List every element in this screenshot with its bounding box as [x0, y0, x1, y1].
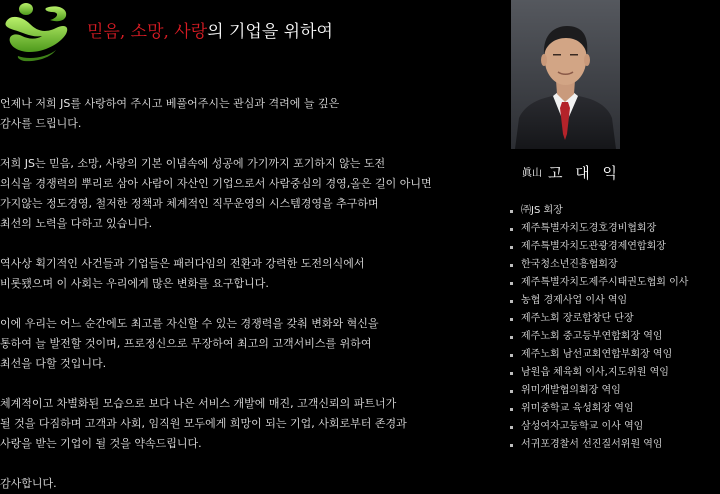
greeting-paragraph-5: 체계적이고 차별화된 모습으로 보다 나은 서비스 개발에 매진, 고객신뢰의 파트너가 될 것을 다짐하며 고객과 사회, 임직원 모두에게 희망이 되는 기업, 사회로부터 존경과 사랑을 받는 기업이 될 것을 약속드립니다. [0, 397, 407, 450]
greeting-paragraph-4: 이에 우리는 어느 순간에도 최고를 자신할 수 있는 경쟁력을 갖춰 변화와 혁신을 통하여 늘 발전할 것이며, 프로정신으로 무장하여 최고의 고객서비스를 위하여 최선을 다할 것입니다. [0, 317, 379, 370]
ceo-positions-list [508, 202, 688, 454]
greeting-text [0, 94, 480, 494]
headline-highlight: 믿음, 소망, 사랑 [87, 22, 208, 42]
position-item: 한국청소년진흥협회장 [508, 256, 688, 274]
greeting-closing: 감사합니다. [0, 477, 57, 490]
position-item: 제주노회 장로합창단 단장 [508, 310, 688, 328]
greeting-paragraph-2: 저희 JS는 믿음, 소망, 사랑의 기본 이념속에 성공에 가기까지 포기하지 않는 도전 의식을 경쟁력의 뿌리로 삼아 사람이 자산인 기업으로서 사람중심의 경영,올은 길이 아니면 가지않는 정도경영, 철저한 정책과 체계적인 직무운영의 시스템경영을 추구하며 최선의 노력을 다하고 있습니다. [0, 157, 432, 230]
portrait-illustration [511, 0, 620, 149]
position-item: 제주노회 남선교회연합부회장 역임 [508, 346, 688, 364]
page-headline [87, 20, 333, 44]
greeting-paragraph-3: 역사상 획기적인 사건들과 기업들은 패러다임의 전환과 강력한 도전의식에서 비롯됐으며 이 사회는 우리에게 많은 변화를 요구합니다. [0, 257, 365, 290]
position-item: 남원읍 체육회 이사,지도위원 역임 [508, 364, 688, 382]
position-item: 농협 경제사업 이사 역임 [508, 292, 688, 310]
position-item: 서귀포경찰서 선진질서위원 역임 [508, 436, 688, 454]
position-item: 삼성여자고등학교 이사 역임 [508, 418, 688, 436]
headline-rest: 의 기업을 위하여 [207, 22, 333, 42]
js-logo-icon [0, 0, 72, 62]
position-item: 제주특별자치도경호경비협회장 [508, 220, 688, 238]
position-item: 제주특별자치도관광경제연합회장 [508, 238, 688, 256]
greeting-paragraph-1: 언제나 저희 JS를 사랑하여 주시고 베풀어주시는 관심과 격려에 늘 깊은 감사를 드립니다. [0, 97, 340, 130]
position-item: 위미중학교 육성회장 역임 [508, 400, 688, 418]
ceo-name [522, 162, 621, 183]
ceo-name-text: 고 대 익 [548, 164, 622, 182]
position-item: 제주노회 중고등부연합회장 역임 [508, 328, 688, 346]
position-item: 위미개발협의회장 역임 [508, 382, 688, 400]
ceo-name-prefix: 眞山 [522, 168, 542, 179]
position-item: ㈜JS 회장 [508, 202, 688, 220]
ceo-portrait-photo [511, 0, 620, 149]
js-logo-svg [0, 0, 72, 62]
position-item: 제주특별자치도제주시태권도협회 이사 [508, 274, 688, 292]
